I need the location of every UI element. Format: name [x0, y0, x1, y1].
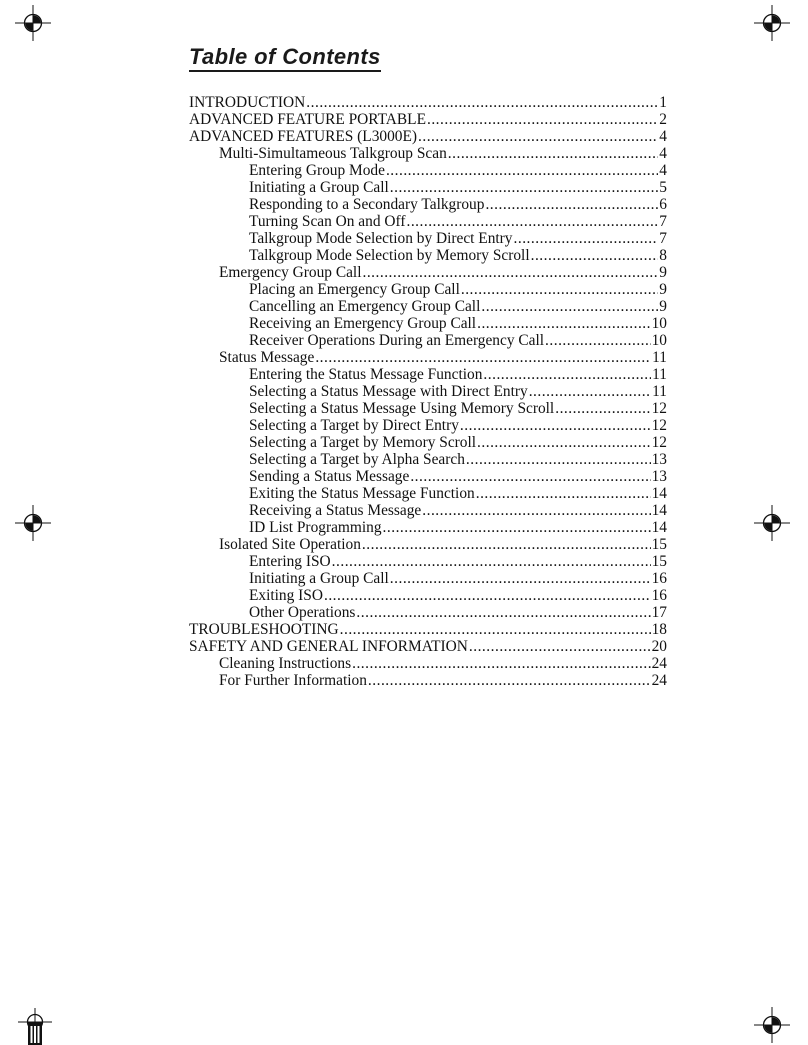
toc-page-number: 10 [651, 332, 667, 349]
toc-entry[interactable] [189, 196, 667, 213]
toc-entry[interactable] [189, 94, 667, 111]
toc-entry[interactable] [189, 536, 667, 553]
toc-entry-title: TROUBLESHOOTING [189, 621, 339, 638]
toc-dot-leader [362, 536, 651, 553]
toc-page-number: 5 [659, 179, 667, 196]
toc-page-number: 14 [651, 519, 667, 536]
toc-dot-leader [356, 604, 650, 621]
toc-entry-title: Multi-Simultameous Talkgroup Scan [219, 145, 447, 162]
toc-entry-title: Receiver Operations During an Emergency Call [249, 332, 545, 349]
toc-dot-leader [368, 672, 651, 689]
toc-page-number: 12 [651, 417, 667, 434]
toc-entry-title: Status Message [219, 349, 315, 366]
toc-page-number: 11 [652, 383, 667, 400]
toc-page-number: 24 [651, 655, 667, 672]
toc-page-number: 4 [659, 162, 667, 179]
toc-entry[interactable] [189, 213, 667, 230]
toc-entry[interactable] [189, 570, 667, 587]
toc-entry-title: Selecting a Status Message with Direct Entry [249, 383, 528, 400]
toc-page-number: 14 [651, 485, 667, 502]
toc-entry-title: Selecting a Status Message Using Memory Scroll [249, 400, 555, 417]
toc-entry[interactable] [189, 247, 667, 264]
toc-entry-title: Entering the Status Message Function [249, 366, 483, 383]
toc-entry[interactable] [189, 281, 667, 298]
toc-entry[interactable] [189, 434, 667, 451]
toc-dot-leader [461, 281, 658, 298]
toc-dot-leader [545, 332, 651, 349]
toc-entry-title: Selecting a Target by Memory Scroll [249, 434, 477, 451]
toc-page-number: 20 [651, 638, 667, 655]
toc-dot-leader [340, 621, 651, 638]
toc-entry-title: Initiating a Group Call [249, 570, 389, 587]
toc-entry-title: Turning Scan On and Off [249, 213, 406, 230]
trim-bin-icon [18, 1008, 52, 1045]
toc-dot-leader [469, 638, 651, 655]
toc-dot-leader [477, 434, 651, 451]
toc-page-number: 24 [651, 672, 667, 689]
toc-page-number: 14 [651, 502, 667, 519]
toc-entry[interactable] [189, 128, 667, 145]
toc-entry[interactable] [189, 553, 667, 570]
toc-entry[interactable] [189, 298, 667, 315]
toc-dot-leader [531, 247, 659, 264]
toc-dot-leader [324, 587, 651, 604]
toc-entry[interactable] [189, 111, 667, 128]
toc-entry-title: Responding to a Secondary Talkgroup [249, 196, 485, 213]
toc-page-number: 1 [659, 94, 667, 111]
toc-entry[interactable] [189, 264, 667, 281]
toc-entry-title: Exiting ISO [249, 587, 323, 604]
toc-dot-leader [362, 264, 658, 281]
crosshair-registration-icon [15, 5, 51, 41]
crosshair-registration-icon [754, 505, 790, 541]
table-of-contents [189, 94, 667, 689]
toc-page-number: 18 [651, 621, 667, 638]
toc-dot-leader [315, 349, 651, 366]
toc-entry[interactable] [189, 621, 667, 638]
toc-entry[interactable] [189, 485, 667, 502]
toc-page-number: 9 [659, 264, 667, 281]
toc-page-number: 16 [651, 570, 667, 587]
toc-page-number: 8 [659, 247, 667, 264]
toc-dot-leader [406, 213, 658, 230]
toc-page-number: 9 [659, 298, 667, 315]
crosshair-registration-icon [754, 1007, 790, 1043]
toc-dot-leader [418, 128, 658, 145]
toc-entry[interactable] [189, 400, 667, 417]
toc-page-number: 15 [651, 536, 667, 553]
toc-entry-title: ID List Programming [249, 519, 382, 536]
toc-dot-leader [422, 502, 650, 519]
toc-dot-leader [332, 553, 651, 570]
toc-entry[interactable] [189, 366, 667, 383]
toc-entry-title: Initiating a Group Call [249, 179, 389, 196]
toc-entry[interactable] [189, 451, 667, 468]
toc-entry-title: Exiting the Status Message Function [249, 485, 475, 502]
toc-page-number: 2 [659, 111, 667, 128]
toc-dot-leader [390, 570, 651, 587]
toc-page-number: 12 [651, 434, 667, 451]
toc-entry-title: Talkgroup Mode Selection by Memory Scroll [249, 247, 530, 264]
toc-dot-leader [485, 196, 658, 213]
toc-page-number: 11 [652, 349, 667, 366]
toc-entry-title: Selecting a Target by Alpha Search [249, 451, 465, 468]
toc-entry[interactable] [189, 604, 667, 621]
toc-dot-leader [306, 94, 658, 111]
toc-entry[interactable] [189, 587, 667, 604]
toc-entry-title: Receiving a Status Message [249, 502, 422, 519]
toc-entry-title: Cleaning Instructions [219, 655, 352, 672]
toc-entry[interactable] [189, 332, 667, 349]
toc-dot-leader [410, 468, 650, 485]
toc-page-number: 6 [659, 196, 667, 213]
toc-entry[interactable] [189, 162, 667, 179]
toc-page-number: 12 [651, 400, 667, 417]
toc-entry[interactable] [189, 655, 667, 672]
toc-entry-title: Entering Group Mode [249, 162, 385, 179]
toc-entry-title: Talkgroup Mode Selection by Direct Entry [249, 230, 513, 247]
toc-dot-leader [427, 111, 658, 128]
toc-entry-title: SAFETY AND GENERAL INFORMATION [189, 638, 468, 655]
toc-dot-leader [466, 451, 651, 468]
toc-page-number: 15 [651, 553, 667, 570]
toc-entry[interactable] [189, 145, 667, 162]
toc-entry-title: Cancelling an Emergency Group Call [249, 298, 481, 315]
toc-dot-leader [514, 230, 659, 247]
toc-entry-title: Receiving an Emergency Group Call [249, 315, 477, 332]
toc-dot-leader [481, 298, 658, 315]
toc-entry[interactable] [189, 672, 667, 689]
toc-entry-title: Sending a Status Message [249, 468, 410, 485]
toc-entry-title: For Further Information [219, 672, 367, 689]
toc-dot-leader [529, 383, 651, 400]
toc-entry-title: Selecting a Target by Direct Entry [249, 417, 459, 434]
toc-page-number: 16 [651, 587, 667, 604]
toc-entry-title: Isolated Site Operation [219, 536, 361, 553]
toc-page-number: 11 [652, 366, 667, 383]
toc-entry[interactable] [189, 468, 667, 485]
toc-dot-leader [448, 145, 659, 162]
toc-entry-title: Other Operations [249, 604, 356, 621]
toc-entry-title: ADVANCED FEATURES (L3000E) [189, 128, 418, 145]
toc-entry[interactable] [189, 179, 667, 196]
toc-page-number: 7 [659, 213, 667, 230]
toc-dot-leader [476, 485, 651, 502]
toc-dot-leader [555, 400, 650, 417]
toc-page-number: 13 [651, 468, 667, 485]
toc-dot-leader [390, 179, 659, 196]
toc-dot-leader [386, 162, 658, 179]
toc-dot-leader [483, 366, 651, 383]
toc-entry-title: Emergency Group Call [219, 264, 362, 281]
toc-entry[interactable] [189, 502, 667, 519]
toc-entry[interactable] [189, 417, 667, 434]
toc-page-number: 17 [651, 604, 667, 621]
toc-page-number: 4 [659, 145, 667, 162]
toc-entry[interactable] [189, 383, 667, 400]
toc-page-number: 13 [651, 451, 667, 468]
toc-entry-title: Placing an Emergency Group Call [249, 281, 460, 298]
toc-page-number: 9 [659, 281, 667, 298]
toc-entry[interactable] [189, 519, 667, 536]
toc-page-number: 7 [659, 230, 667, 247]
toc-entry-title: ADVANCED FEATURE PORTABLE [189, 111, 426, 128]
toc-dot-leader [383, 519, 651, 536]
toc-entry[interactable] [189, 230, 667, 247]
toc-entry[interactable] [189, 349, 667, 366]
toc-page-number: 10 [651, 315, 667, 332]
toc-dot-leader [352, 655, 651, 672]
crosshair-registration-icon [15, 505, 51, 541]
toc-entry[interactable] [189, 638, 667, 655]
toc-entry-title: INTRODUCTION [189, 94, 306, 111]
toc-dot-leader [460, 417, 651, 434]
toc-entry[interactable] [189, 315, 667, 332]
toc-entry-title: Entering ISO [249, 553, 331, 570]
toc-dot-leader [477, 315, 651, 332]
crosshair-registration-icon [754, 5, 790, 41]
page-title: Table of Contents [189, 43, 381, 72]
toc-page-number: 4 [659, 128, 667, 145]
